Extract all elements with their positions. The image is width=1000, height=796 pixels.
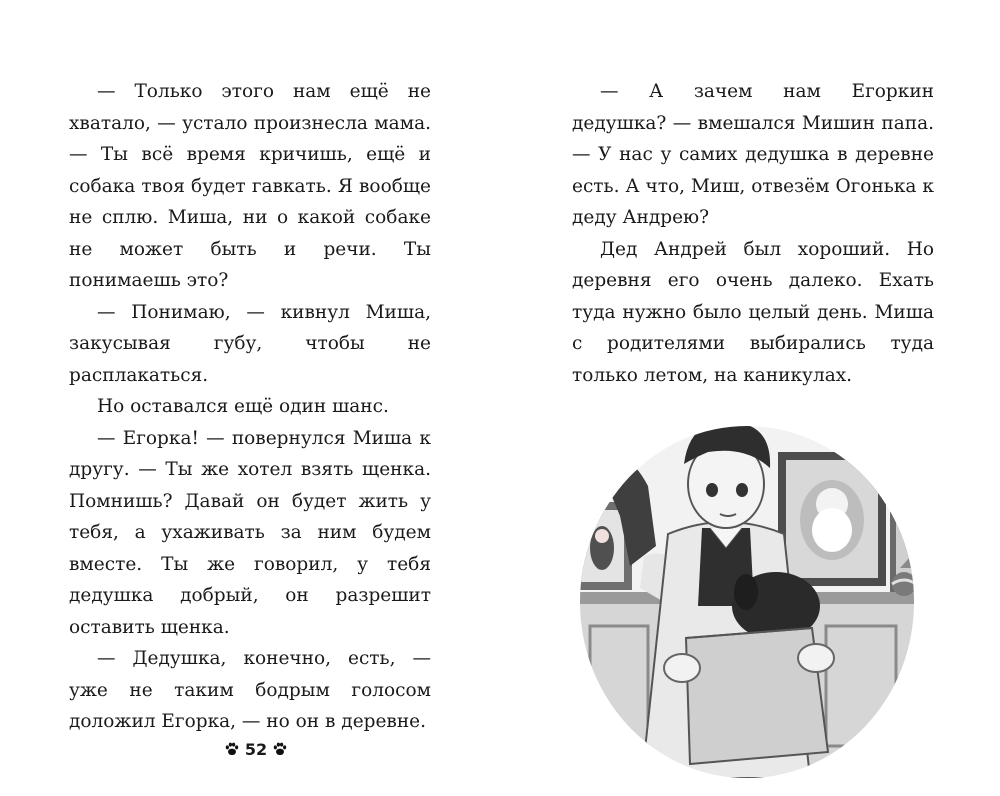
page-number: 52 xyxy=(244,739,268,759)
paragraph: — А зачем нам Егоркин дедушка? — вмешался Мишин папа. — У нас у самих дедушка в деревне есть. А что, Миш, отвезём Огонька к деду Андрею? xyxy=(572,81,934,228)
paragraph: — Понимаю, — кивнул Миша, закусывая губу, чтобы не расплакаться. xyxy=(69,301,431,386)
left-text-column xyxy=(69,76,431,738)
grandfather-portrait-frame xyxy=(778,452,886,586)
paw-print-icon xyxy=(224,741,240,757)
boy-holding-puppy-box-illustration xyxy=(578,406,916,778)
paw-print-icon xyxy=(272,741,288,757)
paragraph: — Дедушка, конечно, есть, — уже не таким бодрым голосом доложил Егорка, — но он в деревне. xyxy=(69,648,431,732)
paragraph: — Егорка! — повернулся Миша к другу. — Ты же хотел взять щенка. Помнишь? Давай он будет жить у тебя, а ухаживать за ним будем вместе. Ты же говорил, у тебя дедушка добрый, он разрешит оставить щенка. xyxy=(69,427,431,638)
right-text-column xyxy=(572,76,934,391)
paragraph: — Только этого нам ещё не хватало, — устало произнесла мама. — Ты всё время кричишь, ещё и собака твоя будет гавкать. Я вообще не сплю. Миша, ни о какой собаке не может быть и речи. Ты понимаешь это? xyxy=(69,81,431,291)
page-footer xyxy=(220,737,292,761)
paragraph: Но оставался ещё один шанс. xyxy=(97,396,389,417)
ball xyxy=(892,572,916,596)
paragraph: Дед Андрей был хороший. Но деревня его очень далеко. Ехать туда нужно было целый день. Миша с родителями выбирались туда только летом, на каникулах. xyxy=(572,238,934,386)
